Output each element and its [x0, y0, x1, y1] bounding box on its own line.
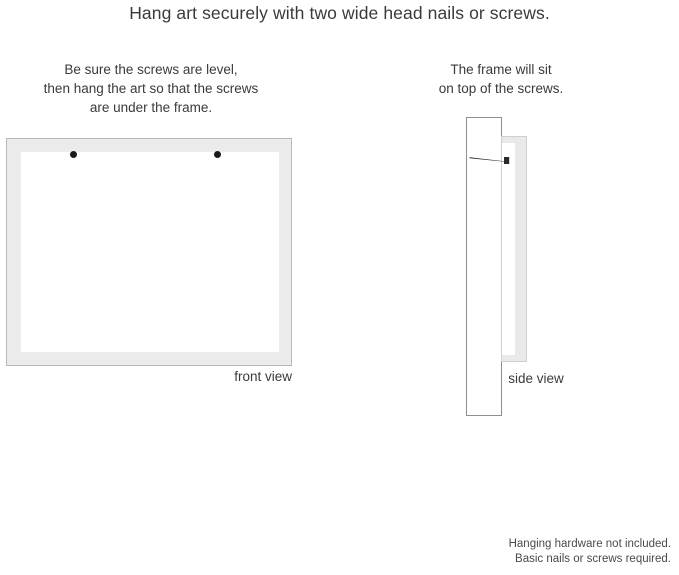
- front-view-label: front view: [234, 369, 292, 384]
- side-view-label: side view: [508, 371, 564, 386]
- screw-head-right-icon: [214, 151, 221, 158]
- footnote-line-1: Hanging hardware not included.: [508, 538, 671, 550]
- footnote: [509, 537, 671, 567]
- side-view-caption: [390, 60, 612, 98]
- front-view-caption-line-2: then hang the art so that the screws: [43, 81, 259, 96]
- screw-side-icon: [469, 156, 510, 165]
- front-view-caption: [10, 60, 292, 117]
- front-view-caption-line-1: Be sure the screws are level,: [64, 62, 238, 77]
- side-view-caption-line-1: The frame will sit: [450, 62, 552, 77]
- page-title: Hang art securely with two wide head nails or screws.: [129, 3, 550, 23]
- front-view-frame: [6, 138, 292, 366]
- front-view-artwork-mat: [21, 152, 279, 352]
- side-view-caption-line-2: on top of the screws.: [438, 81, 564, 96]
- footnote-line-2: Basic nails or screws required.: [515, 553, 671, 565]
- front-view-caption-line-3: are under the frame.: [89, 100, 213, 115]
- side-view-frame-inner: [502, 143, 515, 355]
- side-view-frame: [501, 136, 527, 362]
- screw-head-left-icon: [70, 151, 77, 158]
